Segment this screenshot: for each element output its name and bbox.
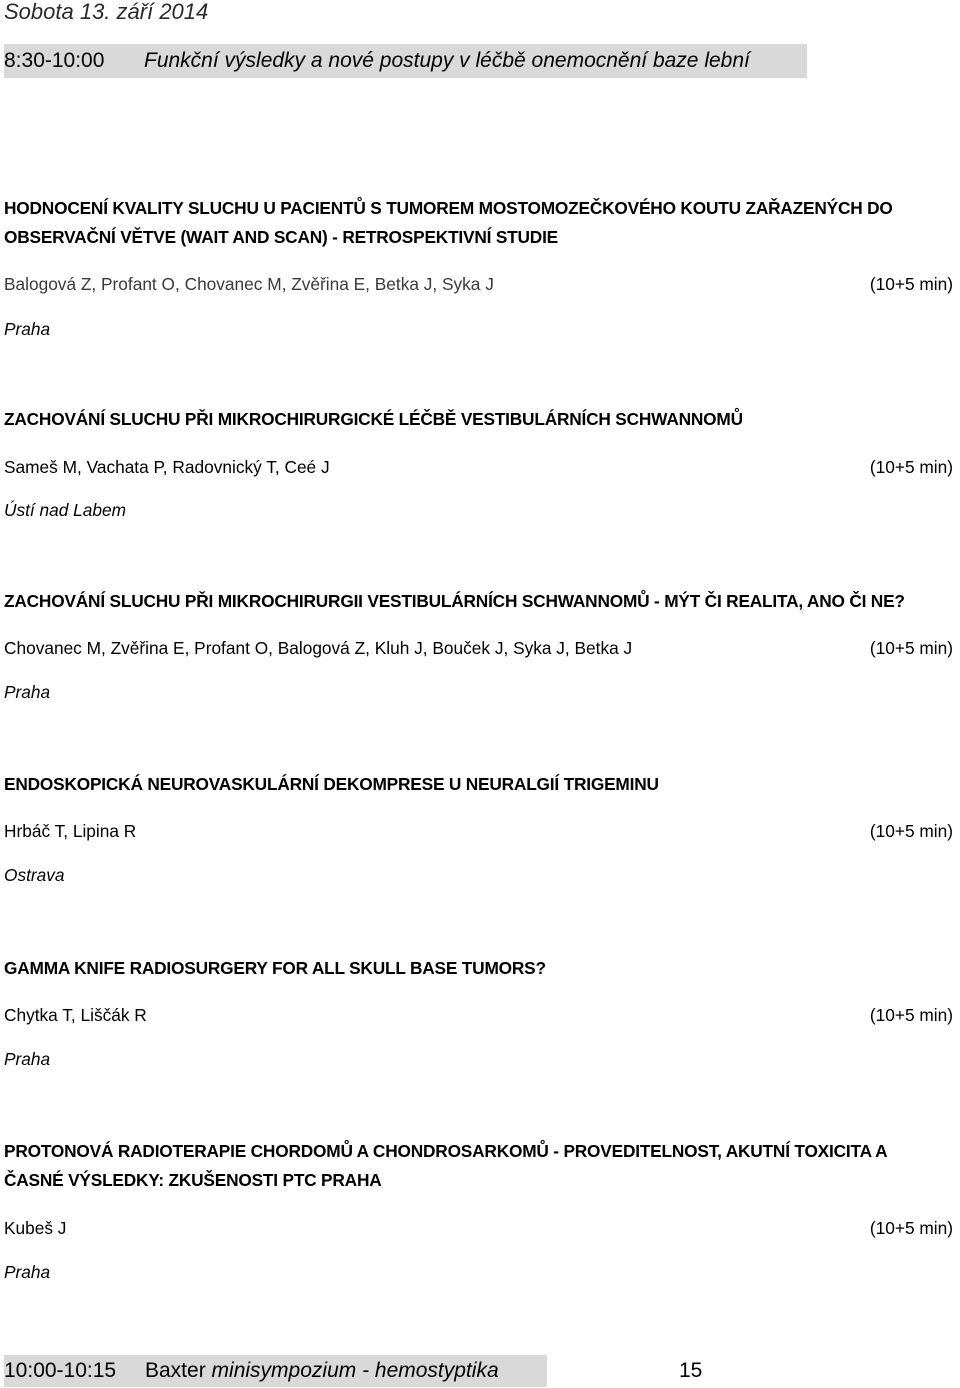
session-title: Funkční výsledky a nové postupy v léčbě onemocnění baze lební	[144, 49, 750, 72]
next-session-title: minisympozium - hemostyptika	[211, 1359, 499, 1382]
talk-6-title-line-2: ČASNÉ VÝSLEDKY: ZKUŠENOSTI PTC PRAHA	[4, 1170, 382, 1190]
talk-6-duration: (10+5 min)	[869, 1218, 953, 1238]
talk-2-place: Ústí nad Labem	[4, 500, 126, 520]
talk-5-place: Praha	[4, 1049, 51, 1069]
talk-6-authors: Kubeš J	[4, 1218, 67, 1238]
next-session-bar	[4, 1355, 547, 1387]
talk-5-authors: Chytka T, Liščák R	[4, 1005, 147, 1025]
talk-4-place: Ostrava	[4, 865, 65, 885]
talk-6-title-line-1: PROTONOVÁ RADIOTERAPIE CHORDOMŮ A CHONDROSARKOMŮ - PROVEDITELNOST, AKUTNÍ TOXICITA A	[4, 1141, 888, 1161]
talk-4-title: ENDOSKOPICKÁ NEUROVASKULÁRNÍ DEKOMPRESE U NEURALGIÍ TRIGEMINU	[4, 774, 659, 794]
talk-2-duration: (10+5 min)	[869, 457, 953, 477]
session-time: 8:30-10:00	[4, 49, 105, 72]
day-heading: Sobota 13. září 2014	[4, 0, 209, 24]
talk-3-title: ZACHOVÁNÍ SLUCHU PŘI MIKROCHIRURGII VESTIBULÁRNÍCH SCHWANNOMŮ - MÝT ČI REALITA, ANO ČI NE?	[4, 591, 905, 611]
talk-5-duration: (10+5 min)	[869, 1005, 953, 1025]
talk-3-duration: (10+5 min)	[869, 638, 953, 658]
talk-1-title-line-2: OBSERVAČNÍ VĚTVE (WAIT AND SCAN) - RETROSPEKTIVNÍ STUDIE	[4, 227, 559, 247]
session-header	[4, 44, 807, 78]
talk-6-place: Praha	[4, 1262, 51, 1282]
talk-4-duration: (10+5 min)	[869, 821, 953, 841]
talk-3-authors: Chovanec M, Zvěřina E, Profant O, Balogová Z, Kluh J, Bouček J, Syka J, Betka J	[4, 638, 633, 658]
next-session-time: 10:00-10:15	[4, 1359, 117, 1382]
talk-1-place: Praha	[4, 319, 51, 339]
talk-4-authors: Hrbáč T, Lipina R	[4, 821, 137, 841]
next-session-sponsor: Baxter	[145, 1359, 206, 1382]
talk-5-title: GAMMA KNIFE RADIOSURGERY FOR ALL SKULL BASE TUMORS?	[4, 958, 546, 978]
talk-1-duration: (10+5 min)	[869, 274, 953, 294]
talk-3-place: Praha	[4, 682, 51, 702]
talk-1-authors: Balogová Z, Profant O, Chovanec M, Zvěřina E, Betka J, Syka J	[4, 274, 494, 294]
talk-1-title-line-1: HODNOCENÍ KVALITY SLUCHU U PACIENTŮ S TUMOREM MOSTOMOZEČKOVÉHO KOUTU ZAŘAZENÝCH DO	[4, 198, 893, 218]
talk-2-authors: Sameš M, Vachata P, Radovnický T, Ceé J	[4, 457, 330, 477]
page-number: 15	[679, 1359, 703, 1382]
talk-2-title: ZACHOVÁNÍ SLUCHU PŘI MIKROCHIRURGICKÉ LÉČBĚ VESTIBULÁRNÍCH SCHWANNOMŮ	[4, 409, 743, 429]
